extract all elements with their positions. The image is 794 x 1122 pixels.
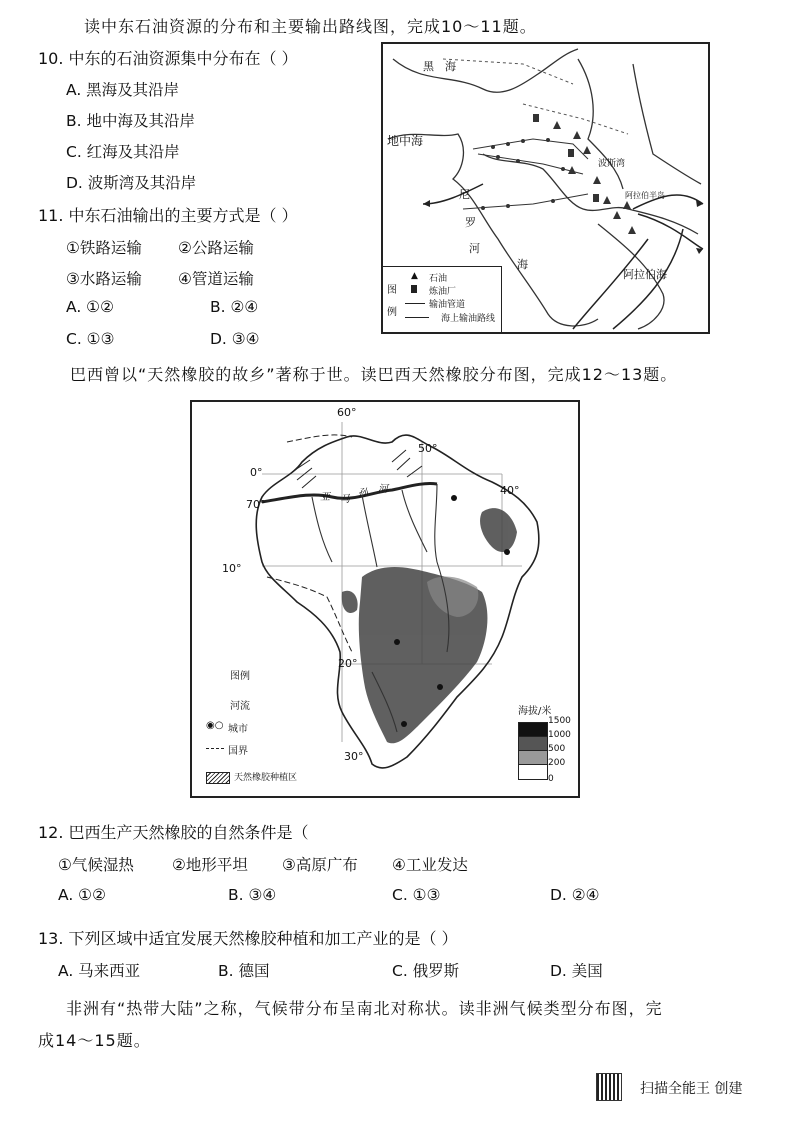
legend-pipeline: 输油管道 bbox=[429, 300, 466, 310]
map1-legend bbox=[383, 266, 502, 333]
label-red-sea: 海 bbox=[517, 258, 528, 271]
q11-item-4: ④管道运输 bbox=[178, 270, 254, 288]
middle-east-oil-map bbox=[381, 42, 710, 334]
coord-lon-60: 60° bbox=[337, 406, 357, 419]
legend-sea-route: 海上输油路线 bbox=[441, 314, 496, 324]
border-icon bbox=[206, 748, 224, 749]
label-mediterranean: 地中海 bbox=[387, 134, 424, 148]
q10-option-d: D. 波斯湾及其沿岸 bbox=[66, 174, 197, 192]
q10-option-c: C. 红海及其沿岸 bbox=[66, 143, 180, 161]
city-icon: ◉○ bbox=[206, 720, 224, 731]
q12-option-a: A. ①② bbox=[58, 886, 106, 904]
intro-q10-11: 读中东石油资源的分布和主要输出路线图，完成10～11题。 bbox=[84, 17, 537, 36]
intro-q14-15-line1: 非洲有“热带大陆”之称，气候带分布呈南北对称状。读非洲气候类型分布图，完 bbox=[66, 999, 663, 1018]
intro-q14-15-line2: 成14～15题。 bbox=[38, 1031, 151, 1050]
legend2-city: 城市 bbox=[228, 724, 248, 735]
q10-option-a: A. 黑海及其沿岸 bbox=[66, 81, 180, 99]
coord-lat-0: 0° bbox=[250, 466, 263, 479]
elev-200: 200 bbox=[548, 758, 566, 768]
intro-q12-13: 巴西曾以“天然橡胶的故乡”著称于世。读巴西天然橡胶分布图，完成12～13题。 bbox=[70, 365, 678, 384]
q11-item-1: ①铁路运输 bbox=[66, 239, 142, 257]
q13-option-c: C. 俄罗斯 bbox=[392, 962, 460, 980]
q12-item-2: ②地形平坦 bbox=[172, 856, 248, 874]
coord-lon-40: 40° bbox=[500, 484, 520, 497]
legend-oil: 石油 bbox=[429, 274, 448, 284]
q11-item-3: ③水路运输 bbox=[66, 270, 142, 288]
label-persian-gulf: 波斯湾 bbox=[598, 159, 626, 169]
rubber-area-icon bbox=[206, 772, 230, 784]
legend2-title: 图例 bbox=[230, 671, 250, 682]
q13-option-b: B. 德国 bbox=[218, 962, 270, 980]
sea-route-icon bbox=[405, 317, 429, 318]
river-label-4: 河 bbox=[378, 484, 388, 495]
q11-option-d: D. ③④ bbox=[210, 330, 260, 348]
q12-item-1: ①气候湿热 bbox=[58, 856, 134, 874]
q11-stem: 11. 中东石油输出的主要方式是（ ） bbox=[38, 206, 298, 225]
q11-option-b: B. ②④ bbox=[210, 298, 259, 316]
q11-item-2: ②公路运输 bbox=[178, 239, 254, 257]
elev-1500: 1500 bbox=[548, 716, 571, 726]
elev-swatch-200 bbox=[518, 764, 548, 780]
coord-lon-50: 50° bbox=[418, 442, 438, 455]
label-nile-1: 尼 bbox=[459, 188, 470, 201]
q12-item-4: ④工业发达 bbox=[392, 856, 468, 874]
q12-item-3: ③高原广布 bbox=[282, 856, 358, 874]
label-arabian-sea: 阿拉伯海 bbox=[623, 268, 667, 281]
q12-option-c: C. ①③ bbox=[392, 886, 441, 904]
oil-icon: ▲ bbox=[411, 271, 418, 281]
q11-option-a: A. ①② bbox=[66, 298, 114, 316]
coord-lon-70: 70° bbox=[246, 498, 266, 511]
coord-lat-30: 30° bbox=[344, 750, 364, 763]
label-arabian-peninsula: 阿拉伯半岛 bbox=[625, 191, 665, 200]
q12-option-d: D. ②④ bbox=[550, 886, 600, 904]
q13-stem: 13. 下列区域中适宜发展天然橡胶种植和加工产业的是（ ） bbox=[38, 929, 458, 948]
q13-option-a: A. 马来西亚 bbox=[58, 962, 141, 980]
legend2-border: 国界 bbox=[228, 746, 248, 757]
legend2-river: 河流 bbox=[230, 701, 250, 712]
label-nile-3: 河 bbox=[469, 242, 480, 255]
legend-refinery: 炼油厂 bbox=[429, 287, 457, 297]
river-label-1: 亚 bbox=[320, 492, 330, 503]
q12-stem: 12. 巴西生产天然橡胶的自然条件是（ bbox=[38, 823, 309, 842]
elev-500: 500 bbox=[548, 744, 566, 754]
river-label-2: 马 bbox=[340, 494, 350, 505]
q10-option-b: B. 地中海及其沿岸 bbox=[66, 112, 195, 130]
river-label-3: 孙 bbox=[358, 488, 368, 499]
brazil-rubber-map bbox=[190, 400, 580, 798]
elev-0: 0 bbox=[548, 774, 554, 784]
refinery-icon bbox=[411, 285, 417, 293]
elevation-title: 海拔/米 bbox=[518, 706, 552, 717]
legend-title-2: 例 bbox=[387, 307, 397, 318]
scanner-logo-icon bbox=[596, 1073, 622, 1101]
legend2-rubber: 天然橡胶种植区 bbox=[234, 773, 298, 783]
coord-lat-10: 10° bbox=[222, 562, 242, 575]
scanner-watermark: 扫描全能王 创建 bbox=[640, 1081, 743, 1097]
q13-option-d: D. 美国 bbox=[550, 962, 603, 980]
coord-lat-20: 20° bbox=[338, 657, 358, 670]
legend-title-1: 图 bbox=[387, 285, 397, 296]
label-nile-2: 罗 bbox=[465, 216, 476, 229]
q12-option-b: B. ③④ bbox=[228, 886, 277, 904]
q11-option-c: C. ①③ bbox=[66, 330, 115, 348]
pipeline-icon bbox=[405, 303, 425, 304]
q10-stem: 10. 中东的石油资源集中分布在（ ） bbox=[38, 49, 298, 68]
label-black-sea: 黑 海 bbox=[423, 60, 456, 73]
elev-1000: 1000 bbox=[548, 730, 571, 740]
